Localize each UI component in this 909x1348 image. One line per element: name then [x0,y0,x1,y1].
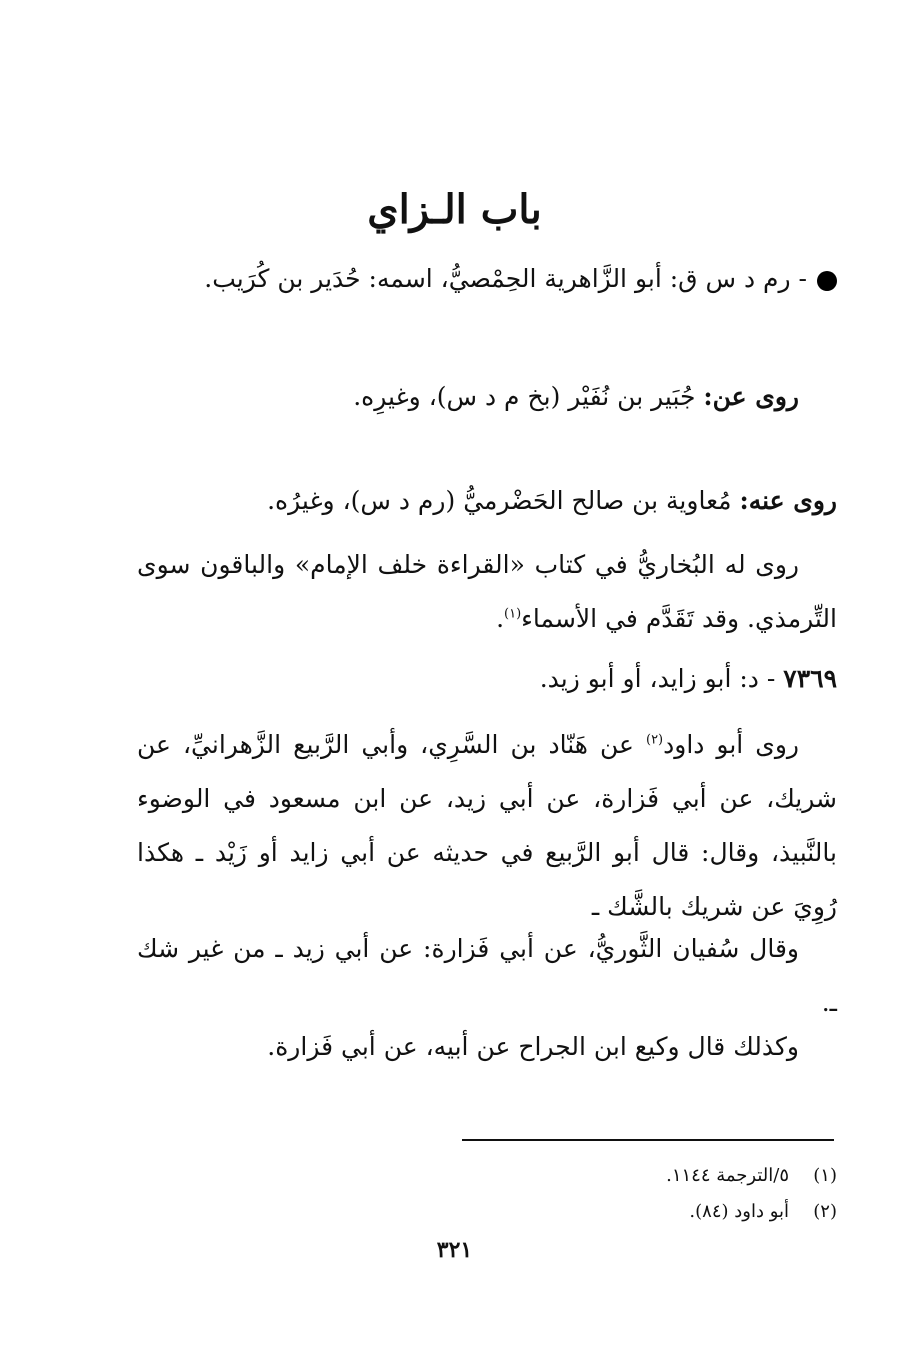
narrated-from-label: روى عن: [703,382,799,411]
entry-number: ٧٣٦٩ [783,664,837,693]
narrated-by [137,474,837,528]
footnote-text: ٥/الترجمة ١١٤٤. [666,1165,789,1186]
page-number: ٣٢١ [436,1237,473,1263]
entry-intro-text: أبو الزَّاهرية الحِمْصيُّ، اسمه: حُدَير بن كُرَيب. [204,264,662,293]
footnote-ref-1: (١) [504,606,522,622]
narrator-note [137,538,837,646]
narrated-by-label: روى عنه: [739,486,837,515]
entry-intro [137,252,837,306]
hadith-paragraph-3 [137,1020,837,1074]
footnote-item [137,1158,837,1194]
entry-header [137,652,837,706]
hadith-p1-rest: عن هَنّاد بن السَّرِي، وأبي الرَّبيع الزَّهرانيِّ، عن شريك، عن أبي فَزارة، عن أبي زيد، عن ابن مسعود في الوضوء بالنَّبيذ، وقال: قال أبو الرَّبيع في حديثه عن أبي زايد أو زَيْد ـ هكذا رُوِيَ عن شريك بالشَّك ـ [137,730,837,921]
footnote-text: أبو داود (٨٤). [689,1201,789,1222]
footnote-number: (١) [813,1165,837,1186]
hadith-paragraph-2 [137,922,837,1030]
entry-header-text: - د: أبو زايد، أو أبو زيد. [539,664,776,693]
hadith-p1-start: روى أبو داود [663,730,799,759]
chapter-heading: باب الـزاي [367,186,542,233]
entry-symbols: - رم د س ق: [669,264,807,293]
narrator-note-end: . [496,604,505,633]
footnote-item [137,1194,837,1230]
footnotes [137,1158,837,1230]
bullet-icon [817,271,837,291]
footnote-number: (٢) [813,1201,837,1222]
hadith-p3: وكذلك قال وكيع ابن الجراح عن أبيه، عن أبي فَزارة. [267,1032,799,1061]
narrated-by-text: مُعاوية بن صالح الحَضْرميُّ (رم د س)، وغيرُه. [267,486,732,515]
narrated-from-text: جُبَير بن نُفَيْر (بخ م د س)، وغيرِه. [353,382,696,411]
narrated-from [137,370,837,424]
narrator-note-text: روى له البُخاريُّ في كتاب «القراءة خلف الإمام» والباقون سوى التِّرمذي. وقد تَقَدَّم في الأسماء [137,550,837,633]
hadith-paragraph-1 [137,718,837,934]
footnote-divider [462,1139,834,1141]
hadith-p2: وقال سُفيان الثَّوريُّ، عن أبي فَزارة: عن أبي زيد ـ من غير شك ـ. [137,934,837,1017]
footnote-ref-2: (٢) [645,732,664,748]
